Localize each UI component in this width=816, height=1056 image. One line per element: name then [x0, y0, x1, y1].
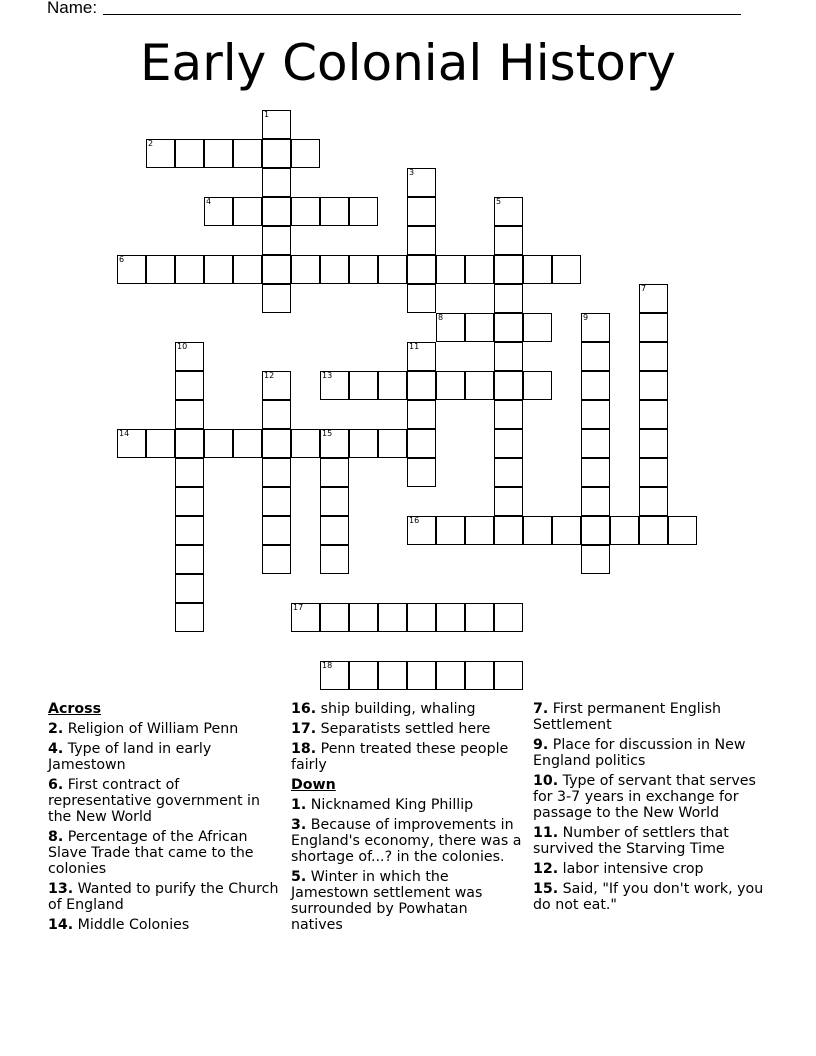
- cell-number: 1: [264, 110, 270, 119]
- grid-cell[interactable]: [494, 603, 523, 632]
- grid-cell[interactable]: [349, 371, 378, 400]
- grid-cell[interactable]: [407, 371, 436, 400]
- grid-cell[interactable]: [494, 342, 523, 371]
- grid-cell[interactable]: [639, 458, 668, 487]
- grid-cell[interactable]: [407, 284, 436, 313]
- grid-cell[interactable]: [175, 487, 204, 516]
- grid-cell[interactable]: [378, 429, 407, 458]
- grid-cell[interactable]: [668, 516, 697, 545]
- clue-across-13: 13. Wanted to purify the Church of England: [48, 881, 279, 913]
- grid-cell[interactable]: [639, 313, 668, 342]
- grid-cell[interactable]: [262, 487, 291, 516]
- grid-cell[interactable]: [465, 371, 494, 400]
- clue-across-2: 2. Religion of William Penn: [48, 721, 239, 737]
- cell-number: 12: [264, 371, 275, 380]
- clues-column-3: [533, 701, 765, 917]
- grid-cell[interactable]: [610, 516, 639, 545]
- clue-down-7: 7. First permanent English Settlement: [533, 701, 721, 733]
- grid-cell[interactable]: [494, 226, 523, 255]
- clue-down-11: 11. Number of settlers that survived the Starving Time: [533, 825, 729, 857]
- cell-number: 10: [177, 342, 188, 351]
- grid-cell[interactable]: [465, 661, 494, 690]
- grid-cell[interactable]: [436, 603, 465, 632]
- clue-across-6: 6. First contract of representative government in the New World: [48, 777, 260, 825]
- grid-cell[interactable]: [204, 139, 233, 168]
- grid-cell[interactable]: [349, 255, 378, 284]
- grid-cell[interactable]: [494, 429, 523, 458]
- clues-column-2: [291, 701, 523, 937]
- grid-cell[interactable]: [320, 458, 349, 487]
- grid-cell[interactable]: [407, 255, 436, 284]
- grid-cell[interactable]: [262, 429, 291, 458]
- grid-cell[interactable]: [465, 603, 494, 632]
- grid-cell[interactable]: [639, 400, 668, 429]
- grid-cell[interactable]: [639, 342, 668, 371]
- grid-cell[interactable]: [465, 255, 494, 284]
- grid-cell[interactable]: [175, 429, 204, 458]
- grid-cell[interactable]: [175, 139, 204, 168]
- clue-across-4: 4. Type of land in early Jamestown: [48, 741, 212, 773]
- cell-number: 9: [583, 313, 589, 322]
- name-field[interactable]: [47, 0, 97, 18]
- grid-cell[interactable]: [262, 139, 291, 168]
- grid-cell[interactable]: [639, 284, 668, 313]
- grid-cell[interactable]: [233, 139, 262, 168]
- clues-column-1: [48, 701, 280, 937]
- grid-cell[interactable]: [349, 197, 378, 226]
- grid-cell[interactable]: [291, 139, 320, 168]
- clue-down-15: 15. Said, "If you don't work, you do not eat.": [533, 881, 764, 913]
- grid-cell[interactable]: [233, 255, 262, 284]
- cell-number: 7: [641, 284, 647, 293]
- grid-cell[interactable]: [320, 197, 349, 226]
- grid-cell[interactable]: [436, 255, 465, 284]
- clue-down-10: 10. Type of servant that serves for 3-7 years in exchange for passage to the New World: [533, 773, 756, 821]
- grid-cell[interactable]: [146, 255, 175, 284]
- grid-cell[interactable]: [262, 516, 291, 545]
- grid-cell[interactable]: [494, 284, 523, 313]
- grid-cell[interactable]: [320, 487, 349, 516]
- grid-cell[interactable]: [175, 400, 204, 429]
- grid-cell[interactable]: [407, 168, 436, 197]
- cell-number: 8: [438, 313, 444, 322]
- grid-cell[interactable]: [349, 603, 378, 632]
- grid-cell[interactable]: [494, 255, 523, 284]
- grid-cell[interactable]: [291, 197, 320, 226]
- grid-cell[interactable]: [436, 313, 465, 342]
- grid-cell[interactable]: [175, 371, 204, 400]
- cell-number: 15: [322, 429, 333, 438]
- grid-cell[interactable]: [639, 487, 668, 516]
- grid-cell[interactable]: [233, 429, 262, 458]
- grid-cell[interactable]: [494, 458, 523, 487]
- grid-cell[interactable]: [204, 197, 233, 226]
- grid-cell[interactable]: [291, 255, 320, 284]
- grid-cell[interactable]: [494, 661, 523, 690]
- grid-cell[interactable]: [407, 603, 436, 632]
- grid-cell[interactable]: [581, 371, 610, 400]
- cell-number: 11: [409, 342, 420, 351]
- grid-cell[interactable]: [349, 429, 378, 458]
- grid-cell[interactable]: [523, 371, 552, 400]
- grid-cell[interactable]: [436, 516, 465, 545]
- grid-cell[interactable]: [494, 313, 523, 342]
- grid-cell[interactable]: [175, 255, 204, 284]
- clue-down-5: 5. Winter in which the Jamestown settlement was surrounded by Powhatan natives: [291, 869, 483, 933]
- grid-cell[interactable]: [494, 487, 523, 516]
- grid-cell[interactable]: [581, 487, 610, 516]
- grid-cell[interactable]: [581, 400, 610, 429]
- across-heading: Across: [48, 701, 102, 717]
- grid-cell[interactable]: [523, 255, 552, 284]
- grid-cell[interactable]: [117, 255, 146, 284]
- grid-cell[interactable]: [262, 197, 291, 226]
- cell-number: 14: [119, 429, 130, 438]
- grid-cell[interactable]: [407, 342, 436, 371]
- grid-cell[interactable]: [581, 313, 610, 342]
- grid-cell[interactable]: [320, 429, 349, 458]
- grid-cell[interactable]: [175, 574, 204, 603]
- grid-cell[interactable]: [407, 197, 436, 226]
- grid-cell[interactable]: [262, 458, 291, 487]
- clue-down-1: 1. Nicknamed King Phillip: [291, 797, 474, 813]
- grid-cell[interactable]: [523, 516, 552, 545]
- grid-cell[interactable]: [494, 197, 523, 226]
- grid-cell[interactable]: [639, 371, 668, 400]
- name-label: Name:: [47, 0, 98, 17]
- cell-number: 17: [293, 603, 304, 612]
- grid-cell[interactable]: [262, 168, 291, 197]
- grid-cell[interactable]: [175, 458, 204, 487]
- grid-cell[interactable]: [146, 139, 175, 168]
- grid-cell[interactable]: [349, 661, 378, 690]
- grid-cell[interactable]: [581, 458, 610, 487]
- grid-cell[interactable]: [523, 313, 552, 342]
- grid-cell[interactable]: [291, 429, 320, 458]
- grid-cell[interactable]: [320, 255, 349, 284]
- grid-cell[interactable]: [581, 516, 610, 545]
- grid-cell[interactable]: [320, 603, 349, 632]
- grid-cell[interactable]: [581, 545, 610, 574]
- cell-number: 16: [409, 516, 420, 525]
- grid-cell[interactable]: [581, 429, 610, 458]
- grid-cell[interactable]: [378, 255, 407, 284]
- clue-down-3: 3. Because of improvements in England's economy, there was a shortage of...? in the colonies.: [291, 817, 522, 865]
- cell-number: 2: [148, 139, 154, 148]
- grid-cell[interactable]: [465, 313, 494, 342]
- down-heading: Down: [291, 777, 336, 793]
- grid-cell[interactable]: [407, 661, 436, 690]
- grid-cell[interactable]: [436, 661, 465, 690]
- cell-number: 18: [322, 661, 333, 670]
- grid-cell[interactable]: [204, 255, 233, 284]
- page-title: Early Colonial History: [139, 34, 677, 92]
- grid-cell[interactable]: [320, 545, 349, 574]
- grid-cell[interactable]: [639, 429, 668, 458]
- cell-number: 3: [409, 168, 415, 177]
- grid-cell[interactable]: [378, 371, 407, 400]
- grid-cell[interactable]: [175, 603, 204, 632]
- grid-cell[interactable]: [175, 516, 204, 545]
- grid-cell[interactable]: [494, 516, 523, 545]
- clue-across-18: 18. Penn treated these people fairly: [291, 741, 509, 773]
- grid-cell[interactable]: [262, 110, 291, 139]
- grid-cell[interactable]: [407, 458, 436, 487]
- clue-across-17: 17. Separatists settled here: [291, 721, 491, 737]
- clue-down-9: 9. Place for discussion in New England politics: [533, 737, 746, 769]
- clue-down-12: 12. labor intensive crop: [533, 861, 704, 877]
- grid-cell[interactable]: [407, 400, 436, 429]
- grid-cell[interactable]: [320, 661, 349, 690]
- grid-cell[interactable]: [262, 284, 291, 313]
- grid-cell[interactable]: [262, 400, 291, 429]
- grid-cell[interactable]: [320, 371, 349, 400]
- grid-cell[interactable]: [494, 400, 523, 429]
- grid-cell[interactable]: [465, 516, 494, 545]
- grid-cell[interactable]: [262, 371, 291, 400]
- grid-cell[interactable]: [436, 371, 465, 400]
- grid-cell[interactable]: [262, 226, 291, 255]
- clue-across-16: 16. ship building, whaling: [291, 701, 476, 717]
- grid-cell[interactable]: [639, 516, 668, 545]
- clue-across-8: 8. Percentage of the African Slave Trade that came to the colonies: [48, 829, 254, 877]
- grid-cell[interactable]: [552, 255, 581, 284]
- grid-cell[interactable]: [581, 342, 610, 371]
- grid-cell[interactable]: [407, 516, 436, 545]
- grid-cell[interactable]: [204, 429, 233, 458]
- grid-cell[interactable]: [494, 371, 523, 400]
- grid-cell[interactable]: [175, 545, 204, 574]
- cell-number: 4: [206, 197, 212, 206]
- cell-number: 6: [119, 255, 125, 264]
- name-underline[interactable]: [103, 14, 741, 15]
- grid-cell[interactable]: [291, 603, 320, 632]
- grid-cell[interactable]: [407, 429, 436, 458]
- grid-cell[interactable]: [233, 197, 262, 226]
- grid-cell[interactable]: [146, 429, 175, 458]
- grid-cell[interactable]: [378, 603, 407, 632]
- grid-cell[interactable]: [117, 429, 146, 458]
- grid-cell[interactable]: [552, 516, 581, 545]
- grid-cell[interactable]: [262, 255, 291, 284]
- grid-cell[interactable]: [262, 545, 291, 574]
- grid-cell[interactable]: [378, 661, 407, 690]
- grid-cell[interactable]: [175, 342, 204, 371]
- grid-cell[interactable]: [320, 516, 349, 545]
- grid-cell[interactable]: [407, 226, 436, 255]
- cell-number: 5: [496, 197, 502, 206]
- cell-number: 13: [322, 371, 333, 380]
- clue-across-14: 14. Middle Colonies: [48, 917, 190, 933]
